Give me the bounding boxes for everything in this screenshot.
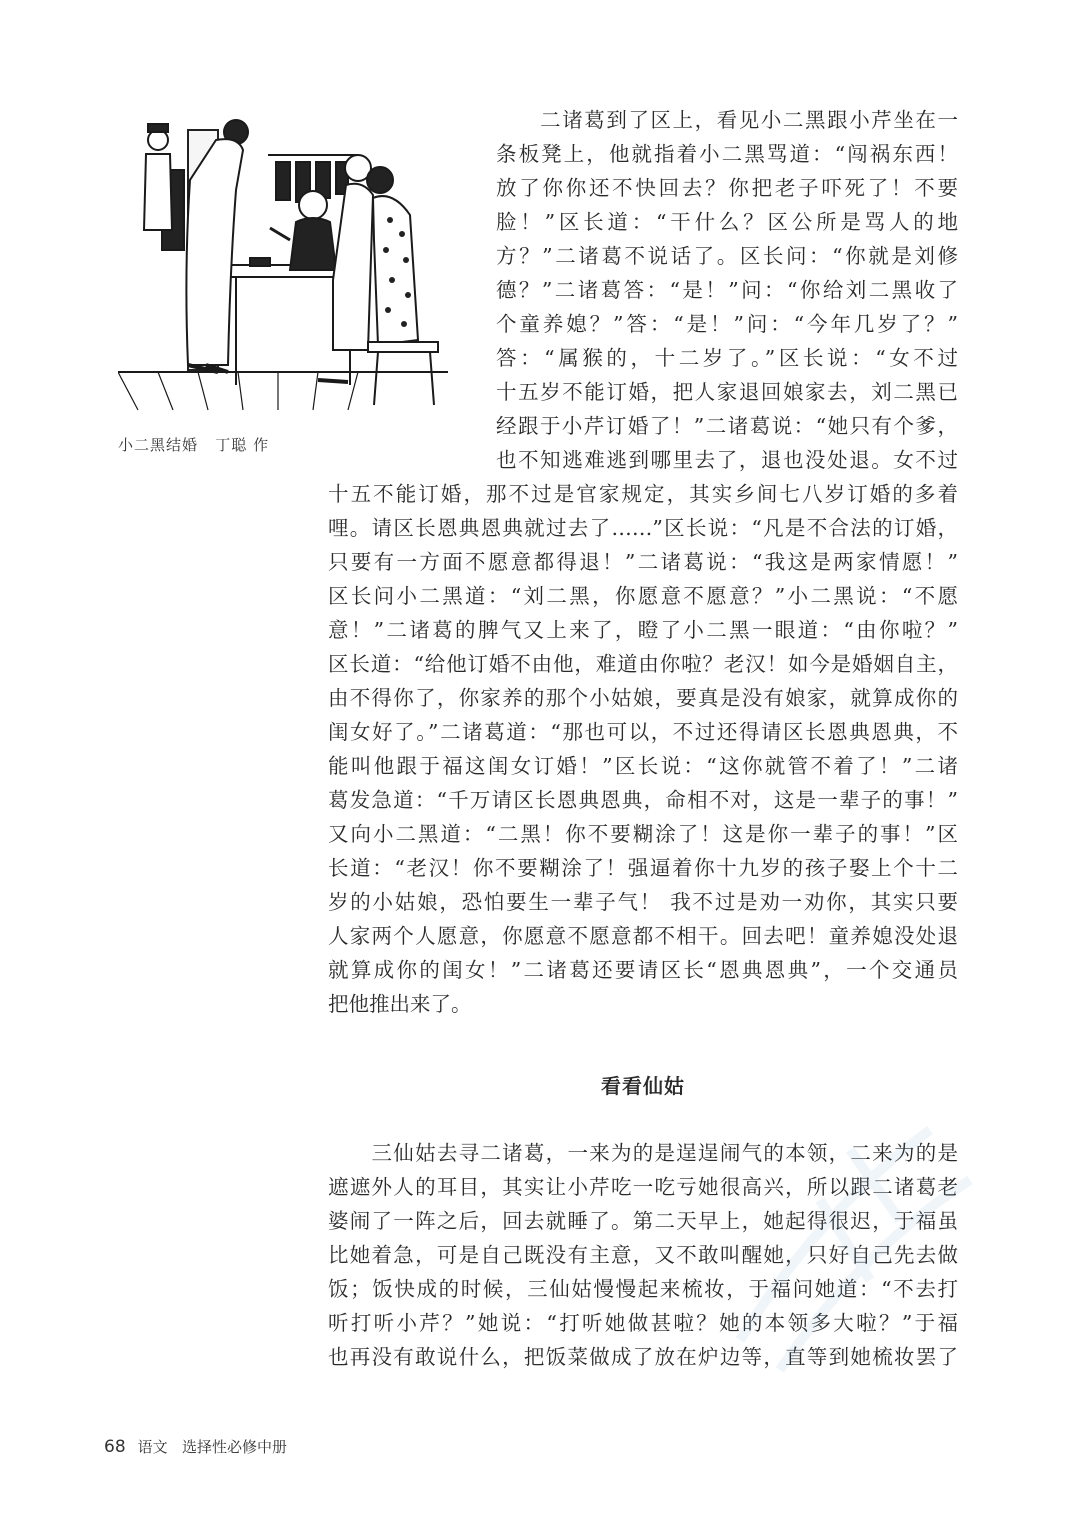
text-line: 听打听小芹？”她说：“打听她做甚啦？她的本领多大啦？”于福 bbox=[328, 1311, 958, 1335]
text-line: 葛发急道：“千万请区长恩典恩典，命相不对，这是一辈子的事！” bbox=[328, 788, 958, 812]
text-line: 十五不能订婚，那不过是官家规定，其实乡间七八岁订婚的多着 bbox=[328, 482, 958, 506]
text-line: 个童养媳？”答：“是！”问：“今年几岁了？” bbox=[496, 312, 958, 336]
text-line: 脸！”区长道：“干什么？区公所是骂人的地 bbox=[496, 210, 958, 234]
text-line: 婆闹了一阵之后，回去就睡了。第二天早上，她起得很迟，于福虽 bbox=[328, 1209, 958, 1233]
text-line: 比她着急，可是自己既没有主意，又不敢叫醒她，只好自己先去做 bbox=[328, 1243, 958, 1267]
text-line: 答：“属猴的，十二岁了。”区长说：“女不过 bbox=[496, 346, 958, 370]
text-line: 也再没有敢说什么，把饭菜做成了放在炉边等，直等到她梳妆罢了 bbox=[328, 1345, 958, 1369]
illustration bbox=[118, 110, 473, 415]
text-line: 方？”二诸葛不说话了。区长问：“你就是刘修 bbox=[496, 244, 958, 268]
text-line: 也不知逃难逃到哪里去了，退也没处退。女不过 bbox=[496, 448, 958, 472]
text-line: 哩。请区长恩典恩典就过去了……”区长说：“凡是不合法的订婚， bbox=[328, 516, 958, 540]
page-footer bbox=[104, 1436, 287, 1457]
section-title: 看看仙姑 bbox=[601, 1074, 685, 1098]
text-line: 区长道：“给他订婚不由他，难道由你啦？老汉！如今是婚姻自主， bbox=[328, 652, 958, 676]
text-line: 遮遮外人的耳目，其实让小芹吃一吃亏她很高兴，所以跟二诸葛老 bbox=[328, 1175, 958, 1199]
text-line: 三仙姑去寻二诸葛，一来为的是逞逞闹气的本领，二来为的是 bbox=[328, 1141, 958, 1165]
illustration-district-office-scene-icon bbox=[118, 110, 473, 415]
text-line: 闺女好了。”二诸葛道：“那也可以，不过还得请区长恩典恩典，不 bbox=[328, 720, 958, 744]
text-line: 人家两个人愿意，你愿意不愿意都不相干。回去吧！童养媳没处退 bbox=[328, 924, 958, 948]
illustration-caption: 小二黑结婚 丁聪 作 bbox=[118, 436, 270, 454]
text-line: 又向小二黑道：“二黑！你不要糊涂了！这是你一辈子的事！”区 bbox=[328, 822, 958, 846]
text-line: 饭；饭快成的时候，三仙姑慢慢起来梳妆，于福问她道：“不去打 bbox=[328, 1277, 958, 1301]
text-line: 意！”二诸葛的脾气又上来了，瞪了小二黑一眼道：“由你啦？” bbox=[328, 618, 958, 642]
text-line: 放了你你还不快回去？你把老子吓死了！不要 bbox=[496, 176, 958, 200]
text-line: 把他推出来了。 bbox=[328, 992, 472, 1016]
text-line: 十五岁不能订婚，把人家退回娘家去，刘二黑已 bbox=[496, 380, 958, 404]
text-line: 区长问小二黑道：“刘二黑，你愿意不愿意？”小二黑说：“不愿 bbox=[328, 584, 958, 608]
text-line: 经跟于小芹订婚了！”二诸葛说：“她只有个爹， bbox=[496, 414, 958, 438]
page-number: 68 bbox=[104, 1437, 126, 1457]
text-line: 长道：“老汉！你不要糊涂了！强逼着你十九岁的孩子娶上个十二 bbox=[328, 856, 958, 880]
watermark-icon bbox=[700, 1090, 1000, 1410]
text-line: 就算成你的闺女！”二诸葛还要请区长“恩典恩典”，一个交通员 bbox=[328, 958, 958, 982]
text-line: 岁的小姑娘，恐怕要生一辈子气！ 我不过是劝一劝你，其实只要 bbox=[328, 890, 958, 914]
text-line: 由不得你了，你家养的那个小姑娘，要真是没有娘家，就算成你的 bbox=[328, 686, 958, 710]
text-line: 只要有一方面不愿意都得退！”二诸葛说：“我这是两家情愿！” bbox=[328, 550, 958, 574]
text-line: 条板凳上，他就指着小二黑骂道：“闯祸东西！ bbox=[496, 142, 958, 166]
text-line: 德？”二诸葛答：“是！”问：“你给刘二黑收了 bbox=[496, 278, 958, 302]
book-title: 语文 选择性必修中册 bbox=[137, 1438, 287, 1456]
text-line: 能叫他跟于福这闺女订婚！”区长说：“这你就管不着了！”二诸 bbox=[328, 754, 958, 778]
text-line: 二诸葛到了区上，看见小二黑跟小芹坐在一 bbox=[496, 108, 958, 132]
